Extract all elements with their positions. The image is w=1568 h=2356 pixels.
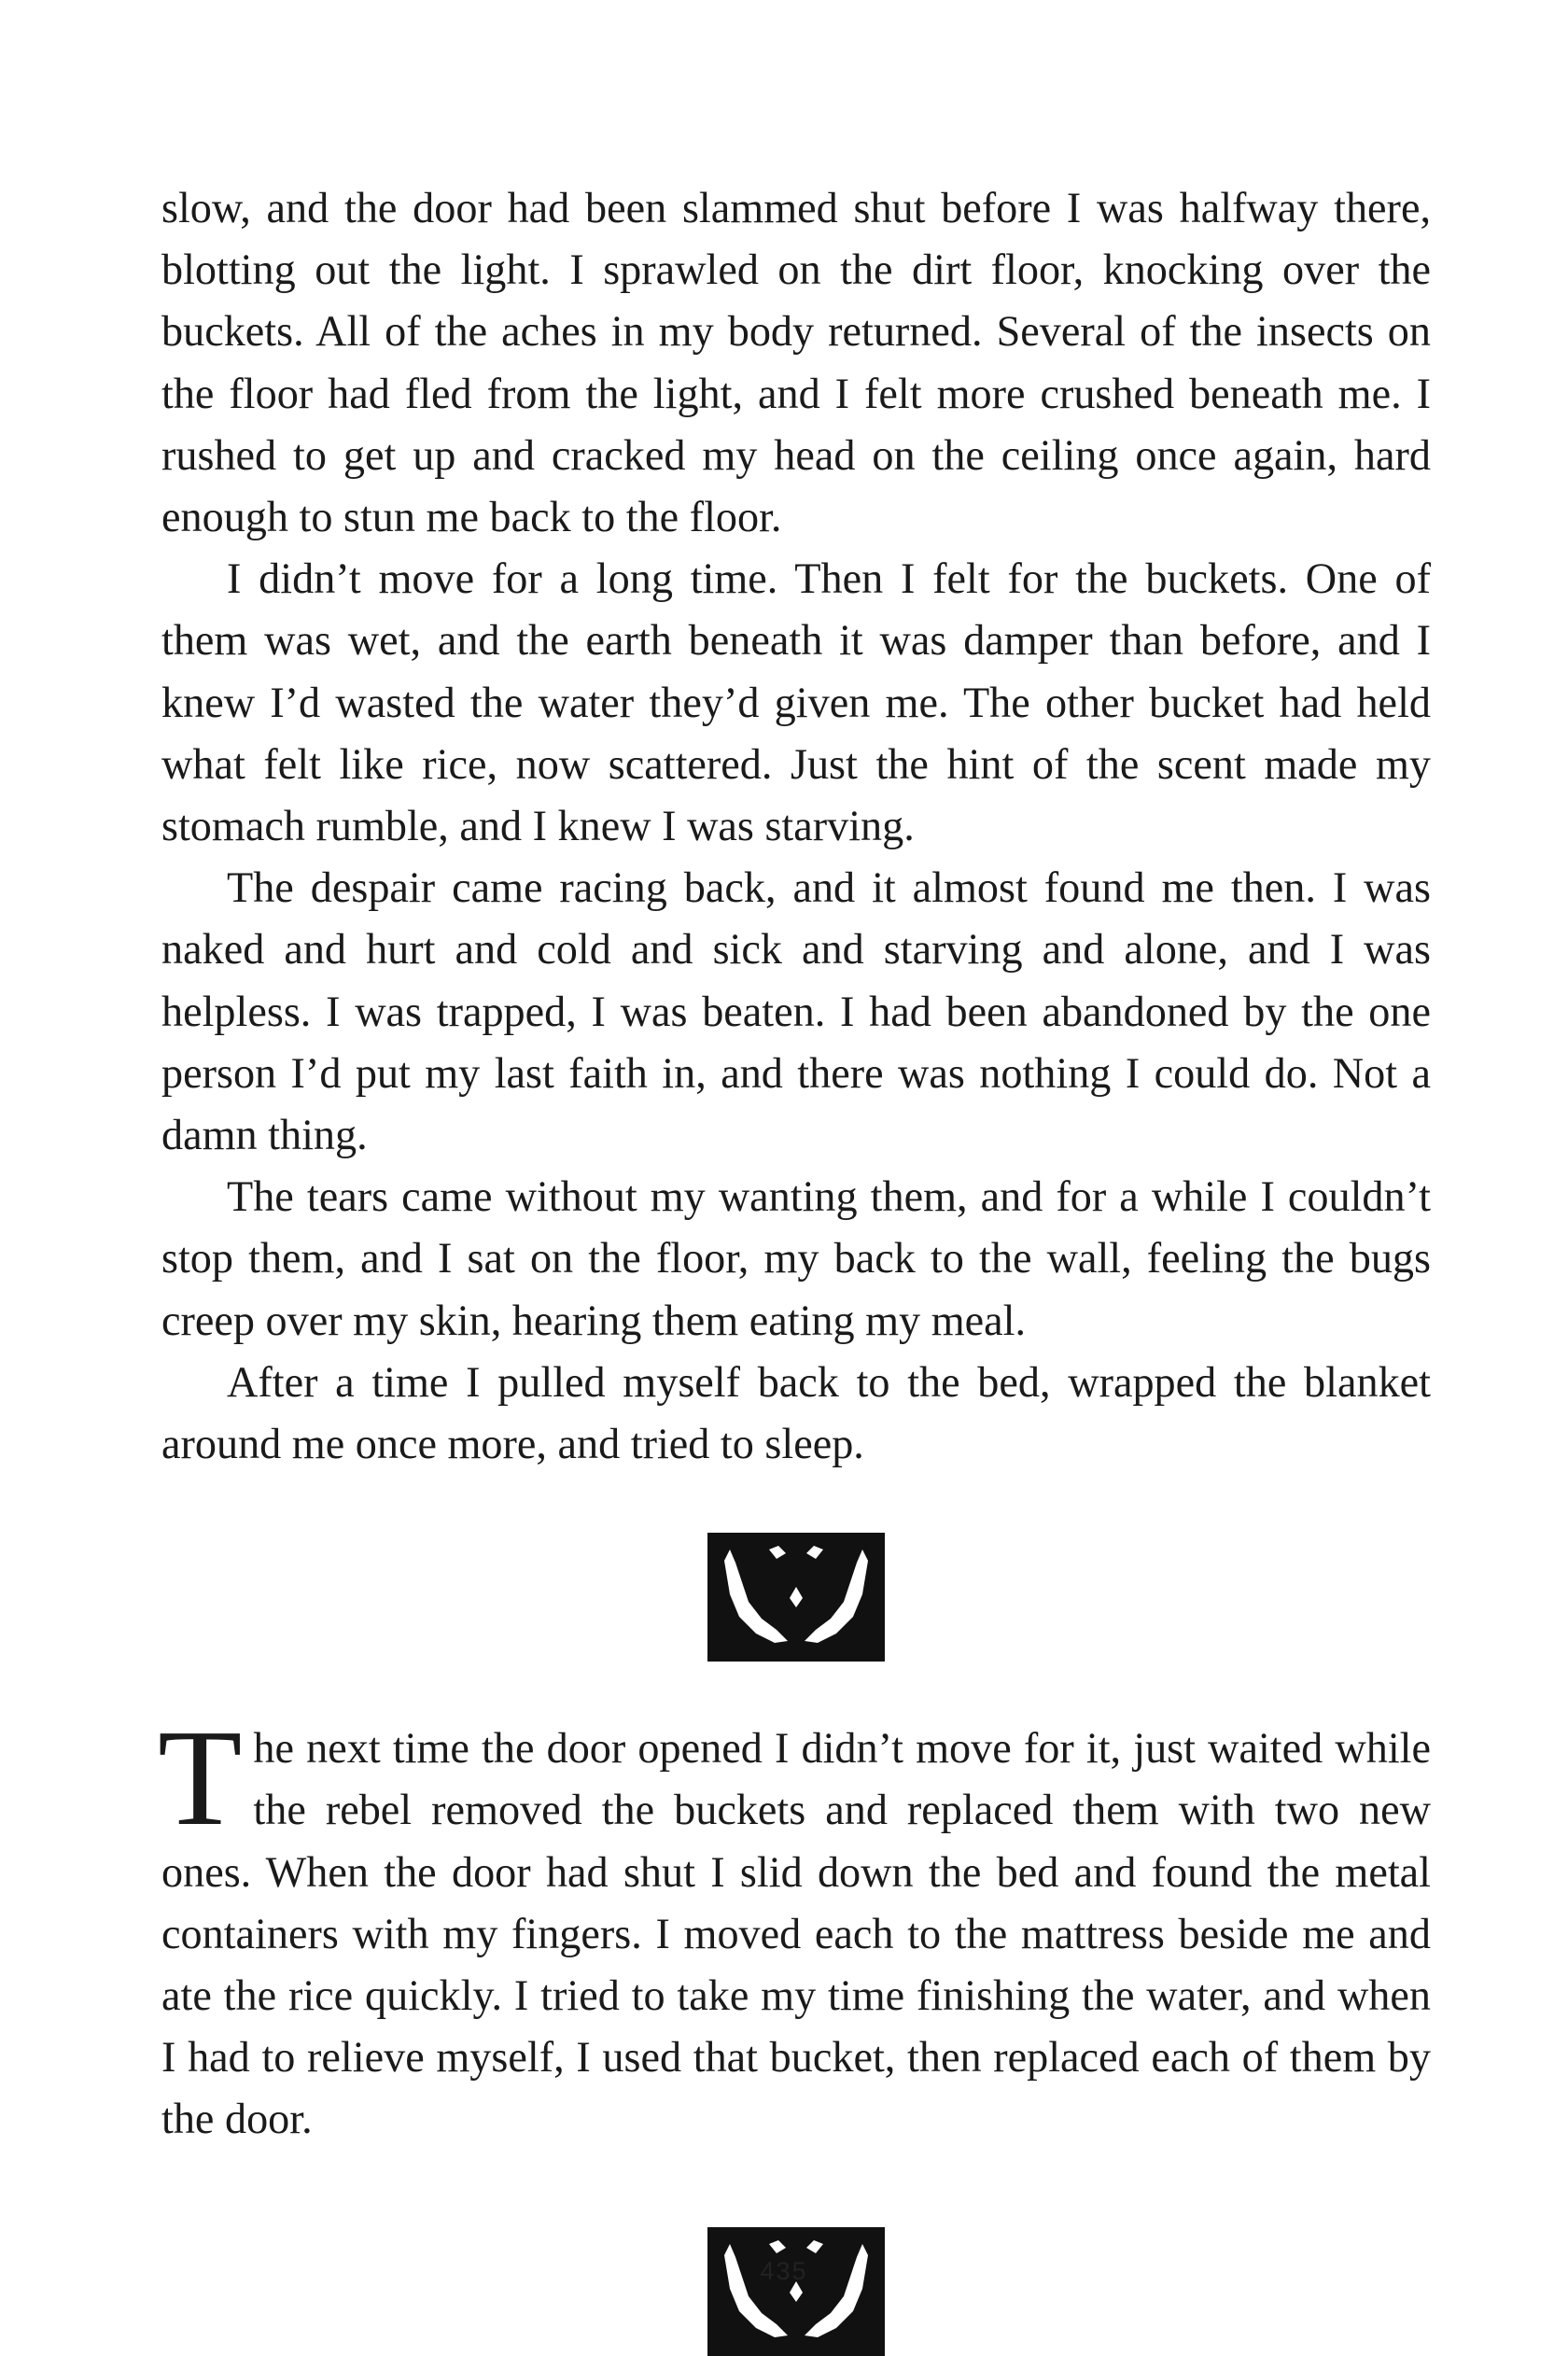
- section-break-ornament-icon-2: [707, 2227, 885, 2356]
- section-break-ornament-icon: [707, 1533, 885, 1662]
- section-2-text: he next time the door opened I didn’t move for it, just waited while the rebel removed the buckets and replaced them with two new ones. When the door had shut I slid down the bed and found the metal containers with my fingers. I moved each to the mattress beside me and ate the rice quickly. I tried to take my time finishing the water, and when I had to relieve myself, I used that bucket, then replaced each of them by the door.: [161, 1724, 1431, 2143]
- paragraph-3: The despair came racing back, and it almost found me then. I was naked and hurt and cold and sick and starving and alone, and I was helpless. I was trapped, I was beaten. I had been abandoned by the one person I’d put my last faith in, and there was nothing I could do. Not a damn thing.: [161, 863, 1431, 1159]
- drop-cap: T: [158, 1702, 243, 1856]
- paragraph-4: The tears came without my wanting them, and for a while I couldn’t stop them, and I sat on the floor, my back to the wall, feeling the bugs creep over my skin, hearing them eating my meal.: [161, 1172, 1431, 1344]
- paragraph-5: After a time I pulled myself back to the bed, wrapped the blanket around me once more, and tried to sleep.: [161, 1357, 1431, 1468]
- section-2-paragraph: [158, 1702, 1431, 2150]
- page-number: 435: [760, 2257, 808, 2285]
- page-body: [158, 177, 1431, 2356]
- paragraph-1: slow, and the door had been slammed shut before I was halfway there, blotting out the light. I sprawled on the dirt floor, knocking over the buckets. All of the aches in my body returned. Several of the insects on the floor had fled from the light, and I felt more crushed beneath me. I rushed to get up and cracked my head on the ceiling once again, hard enough to stun me back to the floor.: [161, 184, 1431, 541]
- paragraph-2: I didn’t move for a long time. Then I felt for the buckets. One of them was wet, and the earth beneath it was damper than before, and I knew I’d wasted the water they’d given me. The other bucket had held what felt like rice, now scattered. Just the hint of the scent made my stomach rumble, and I knew I was starving.: [161, 554, 1431, 850]
